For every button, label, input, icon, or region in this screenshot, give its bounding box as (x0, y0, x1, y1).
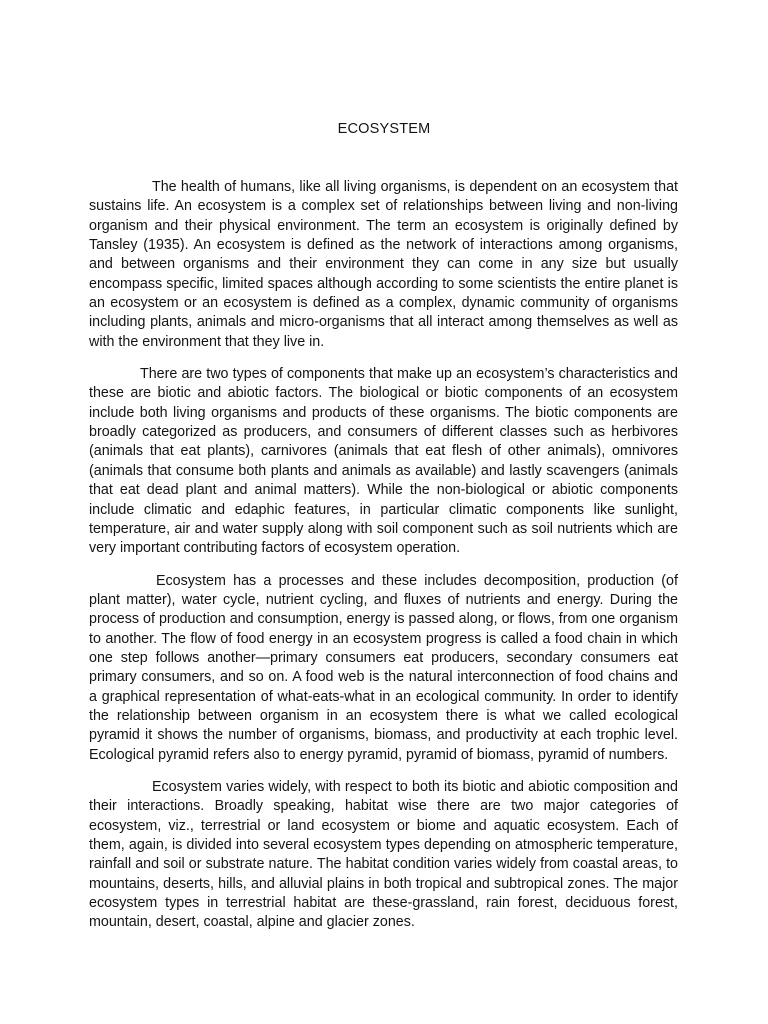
paragraph-types: Ecosystem varies widely, with respect to both its biotic and abiotic composition and their interactions. Broadly speaking, habitat wise there are two major categories of ecosystem, viz., terrestrial or land ecosystem or biome and aquatic ecosystem. Each of them, again, is divided into several ecosystem types depending on atmospheric temperature, rainfall and soil or substrate nature. The habitat condition varies widely from coastal areas, to mountains, deserts, hills, and alluvial plains in both tropical and subtropical zones. The major ecosystem types in terrestrial habitat are these-grassland, rain forest, deciduous forest, mountain, desert, coastal, alpine and glacier zones. (89, 778, 678, 931)
document-body (89, 178, 678, 946)
paragraph-intro: The health of humans, like all living organisms, is dependent on an ecosystem that sustains life. An ecosystem is a complex set of relationships between living and non-living organism and their physical environment. The term an ecosystem is originally defined by Tansley (1935). An ecosystem is defined as the network of interactions among organisms, and between organisms and their environment they can come in any size but usually encompass specific, limited spaces although according to some scientists the entire planet is an ecosystem or an ecosystem is defined as a complex, dynamic community of organisms including plants, animals and micro-organisms that all interact among themselves as well as with the environment that they live in. (89, 179, 678, 350)
document-title: ECOSYSTEM (337, 121, 431, 137)
paragraph-components: There are two types of components that make up an ecosystem’s characteristics and these are biotic and abiotic factors. The biological or biotic components of an ecosystem include both living organisms and products of these organisms. The biotic components are broadly categorized as producers, and consumers of different classes such as herbivores (animals that eat plants), carnivores (animals that eat flesh of other animals), omnivores (animals that consume both plants and animals as available) and lastly scavengers (animals that eat dead plant and animal matters). While the non-biological or abiotic components include climatic and edaphic features, in particular climatic components like sunlight, temperature, air and water supply along with soil component such as soil nutrients which are very important contributing factors of ecosystem operation. (89, 366, 678, 557)
paragraph-processes: Ecosystem has a processes and these includes decomposition, production (of plant matter), water cycle, nutrient cycling, and fluxes of nutrients and energy. During the process of production and consumption, energy is passed along, or flows, from one organism to another. The flow of food energy in an ecosystem progress is called a food chain in which one step follows another—primary consumers eat producers, secondary consumers eat primary consumers, and so on. A food web is the natural interconnection of food chains and a graphical representation of what-eats-what in an ecological community. In order to identify the relationship between organism in an ecosystem there is what we called ecological pyramid it shows the number of organisms, biomass, and productivity at each trophic level. Ecological pyramid refers also to energy pyramid, pyramid of biomass, pyramid of numbers. (89, 572, 678, 763)
